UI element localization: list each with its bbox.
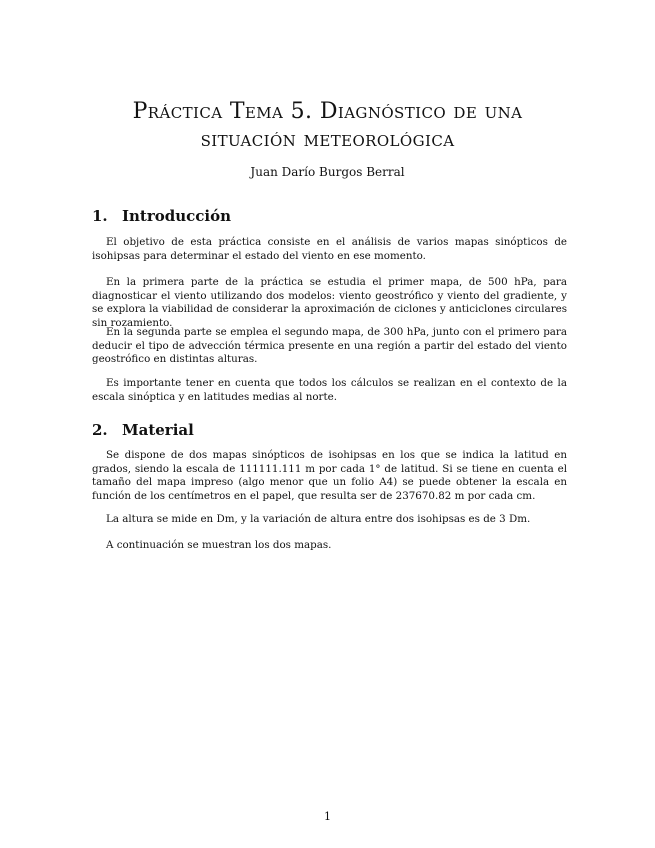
paragraph: La altura se mide en Dm, y la variación de altura entre dos isohipsas es de 3 Dm. [106, 513, 531, 525]
paragraph: En la primera parte de la práctica se estudia el primer mapa, de 500 hPa, para diagnosticar el viento utilizando dos modelos: viento geostrófico y viento del gradiente, y se explora la viabilidad de considerar la aproximación de ciclones y anticiclones circulares sin rozamiento. [92, 276, 567, 329]
paragraph: Se dispone de dos mapas sinópticos de isohipsas en los que se indica la latitud en grados, siendo la escala de 111111.111 m por cada 1° de latitud. Si se tiene en cuenta el tamaño del mapa impreso (algo menor que un folio A4) se puede obtener la escala en función de los centímetros en el papel, que resulta ser de 237670.82 m por cada cm. [92, 449, 567, 502]
paragraph: Es importante tener en cuenta que todos los cálculos se realizan en el contexto de la escala sinóptica y en latitudes medias al norte. [92, 377, 567, 403]
paragraph: En la segunda parte se emplea el segundo mapa, de 300 hPa, junto con el primero para deducir el tipo de advección térmica presente en una región a partir del estado del viento geostrófico en distintas alturas. [92, 326, 567, 365]
section-number: 1. [92, 207, 108, 225]
section-title: Material [122, 421, 194, 439]
document-title-line-1: Práctica Tema 5. Diagnóstico de una [132, 99, 523, 124]
paragraph: El objetivo de esta práctica consiste en el análisis de varios mapas sinópticos de isohipsas para determinar el estado del viento en ese momento. [92, 236, 567, 262]
page-number: 1 [324, 810, 331, 823]
document-title-line-2: situación meteorológica [200, 127, 455, 152]
paragraph: A continuación se muestran los dos mapas. [106, 539, 332, 551]
section-title: Introducción [122, 207, 232, 225]
section-heading-introduccion [92, 207, 567, 225]
section-number: 2. [92, 421, 108, 439]
section-heading-material [92, 421, 567, 439]
author-name: Juan Darío Burgos Berral [250, 165, 405, 179]
